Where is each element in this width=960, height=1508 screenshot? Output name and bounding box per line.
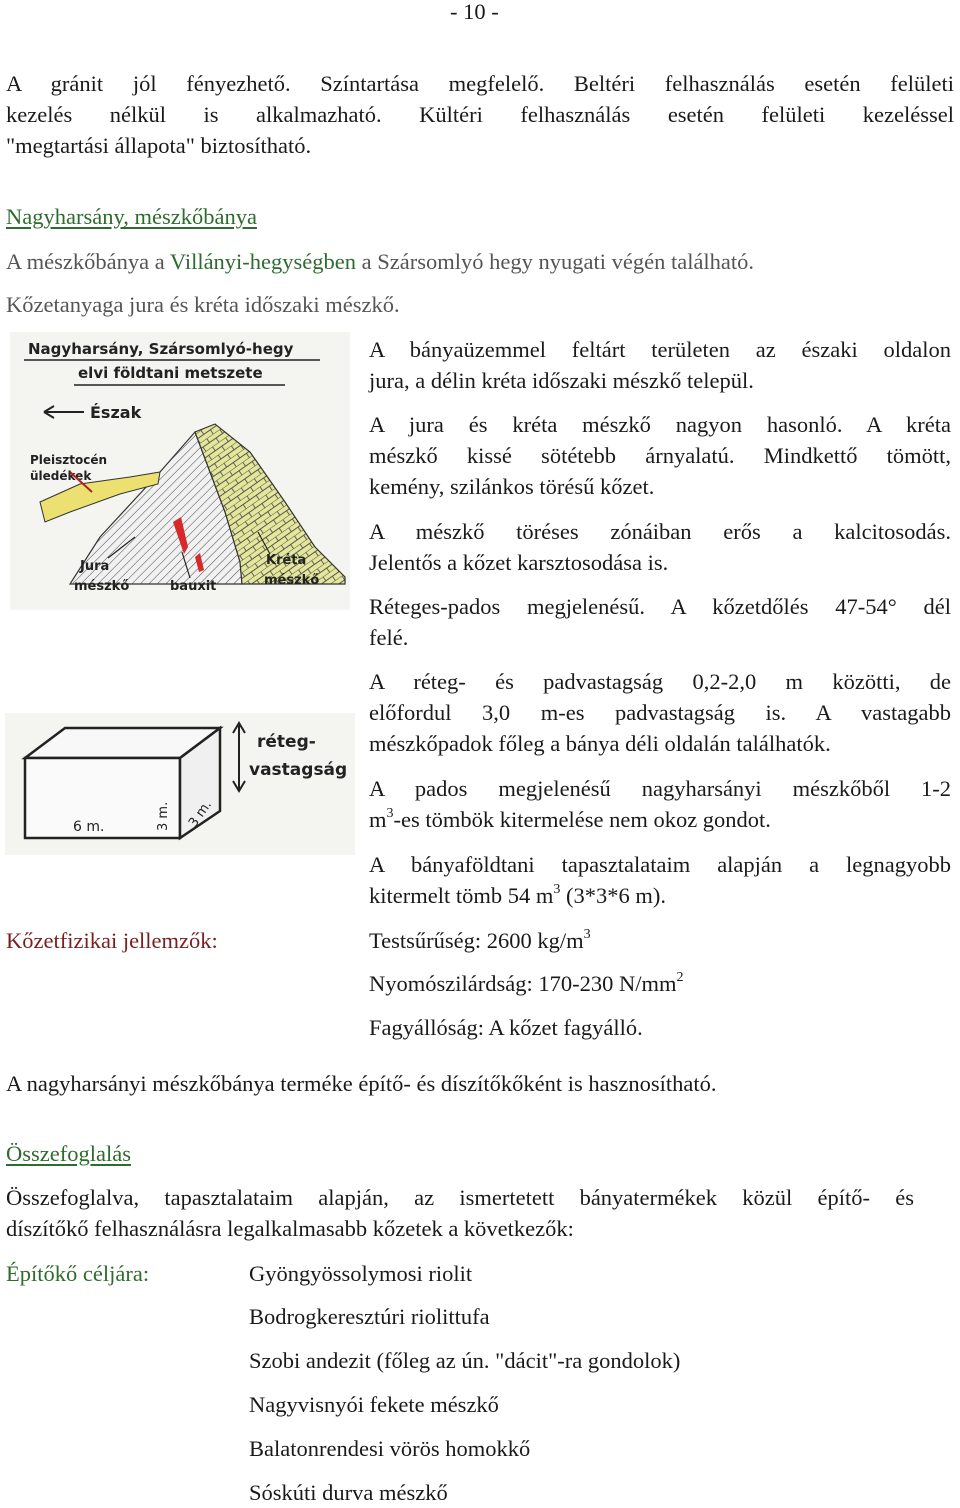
- rock-material-line: Kőzetanyaga jura és kréta időszaki mészkő.: [6, 292, 400, 317]
- list-item: Nagyvisnyói fekete mészkő: [249, 1392, 499, 1417]
- right-p6-line2: [369, 804, 771, 835]
- north-label: Észak: [90, 403, 142, 422]
- list-item: Balatonrendesi vörös homokkő: [249, 1436, 531, 1461]
- usage-line: A nagyharsányi mészkőbánya terméke építő- és díszítőkőként is hasznosítható.: [6, 1071, 717, 1096]
- summary-line1: Összefoglalva, tapasztalataim alapján, az ismertetett bányatermékek közül építő- és: [6, 1185, 914, 1210]
- kreta-label-line1: Kréta: [266, 553, 307, 568]
- intro-line-1: A gránit jól fényezhető. Színtartása megfelelő. Beltéri felhasználás esetén felületi: [6, 71, 954, 96]
- location-text-c: a Szársomlyó hegy nyugati végén található.: [356, 249, 755, 274]
- right-p7-line1: A bányaföldtani tapasztalataim alapján a legnagyobb: [369, 852, 951, 877]
- location-text-a: A mészkőbánya a: [6, 249, 170, 274]
- bauxite-label: bauxit: [170, 579, 217, 594]
- kreta-label-line2: mészkő: [264, 573, 320, 588]
- jura-label-line2: mészkő: [74, 579, 130, 594]
- right-p7-line2: [369, 880, 666, 911]
- dim-height-label: 3 m.: [156, 801, 171, 831]
- list-item: Gyöngyössolymosi riolit: [249, 1261, 473, 1286]
- right-p1-line2: jura, a délin kréta időszaki mészkő települ.: [369, 368, 754, 393]
- density-sup: 3: [583, 927, 591, 942]
- right-p5-line2: előfordul 3,0 m-es padvastagság is. A vastagabb: [369, 700, 951, 725]
- figure1-title-line1: Nagyharsány, Szársomlyó-hegy: [28, 340, 294, 358]
- list-item: Bodrogkeresztúri riolittufa: [249, 1304, 490, 1329]
- building-stone-label: Építőkő céljára:: [6, 1261, 150, 1286]
- right-p2-line2: mészkő kissé sötétebb árnyalatú. Mindkettő tömött,: [369, 443, 951, 468]
- right-p2-line1: A jura és kréta mészkő nagyon hasonló. A kréta: [369, 412, 951, 437]
- right-p6-rest: -es tömbök kitermelése nem okoz gondot.: [393, 807, 771, 832]
- density-line: [369, 925, 591, 956]
- layer-thickness-label-line1: réteg-: [257, 732, 316, 752]
- right-p5-line3: mészkőpadok főleg a bánya déli oldalán találhatók.: [369, 731, 831, 756]
- location-highlight: Villányi-hegységben: [169, 249, 357, 274]
- density-text: Testsűrűség: 2600 kg/m: [369, 928, 584, 953]
- pleistocene-label-line1: Pleisztocén: [30, 453, 108, 467]
- dim-length-label: 6 m.: [73, 819, 105, 835]
- location-line: [6, 246, 754, 277]
- right-p1-line1: A bányaüzemmel feltárt területen az északi oldalon: [369, 337, 951, 362]
- right-p4-line1: Réteges-pados megjelenésű. A kőzetdőlés 47-54° dél: [369, 594, 951, 619]
- right-p7-rest: (3*3*6 m).: [560, 883, 666, 908]
- right-p3-line2: Jelentős a kőzet karsztosodása is.: [369, 550, 669, 575]
- summary-title: Összefoglalás: [6, 1141, 131, 1166]
- right-p6-line1: A pados megjelenésű nagyharsányi mészkőből 1-2: [369, 776, 951, 801]
- intro-line-3: "megtartási állapota" biztosítható.: [6, 133, 312, 158]
- physical-label: Kőzetfizikai jellemzők:: [6, 928, 218, 953]
- right-p6-unit: m: [369, 807, 387, 832]
- list-item: Szobi andezit (főleg az ún. "dácit"-ra gondolok): [249, 1348, 681, 1373]
- strength-text: Nyomószilárdság: 170-230 N/mm: [369, 971, 677, 996]
- right-p5-line1: A réteg- és padvastagság 0,2-2,0 m közötti, de: [369, 669, 951, 694]
- right-p2-line3: kemény, szilánkos törésű kőzet.: [369, 474, 655, 499]
- right-p3-line1: A mészkő töréses zónáiban erős a kalcitosodás.: [369, 519, 951, 544]
- list-item: Sóskúti durva mészkő: [249, 1480, 448, 1505]
- dim-depth-label: 3 m.: [185, 797, 216, 831]
- strength-line: [369, 968, 683, 999]
- right-p7-text: kitermelt tömb 54 m: [369, 883, 554, 908]
- frost-line: Fagyállóság: A kőzet fagyálló.: [369, 1015, 643, 1040]
- right-p4-line2: felé.: [369, 625, 409, 650]
- pleistocene-label-line2: üledékek: [30, 469, 92, 483]
- intro-line-2: kezelés nélkül is alkalmazható. Kültéri felhasználás esetén felületi kezeléssel: [6, 102, 954, 127]
- block-figure: [5, 713, 355, 855]
- cross-section-figure: [10, 332, 350, 610]
- summary-line2: díszítőkő felhasználásra legalkalmasabb kőzetek a következők:: [6, 1216, 574, 1241]
- jura-label-line1: Jura: [80, 559, 110, 574]
- figure1-title-line2: elvi földtani metszete: [78, 364, 263, 382]
- layer-thickness-label-line2: vastagság: [249, 760, 348, 780]
- section-title: Nagyharsány, mészkőbánya: [6, 204, 257, 229]
- strength-sup: 2: [676, 970, 684, 985]
- page-number: - 10 -: [450, 0, 499, 24]
- right-p6-sup: 3: [386, 806, 394, 821]
- right-p7-sup: 3: [553, 882, 561, 897]
